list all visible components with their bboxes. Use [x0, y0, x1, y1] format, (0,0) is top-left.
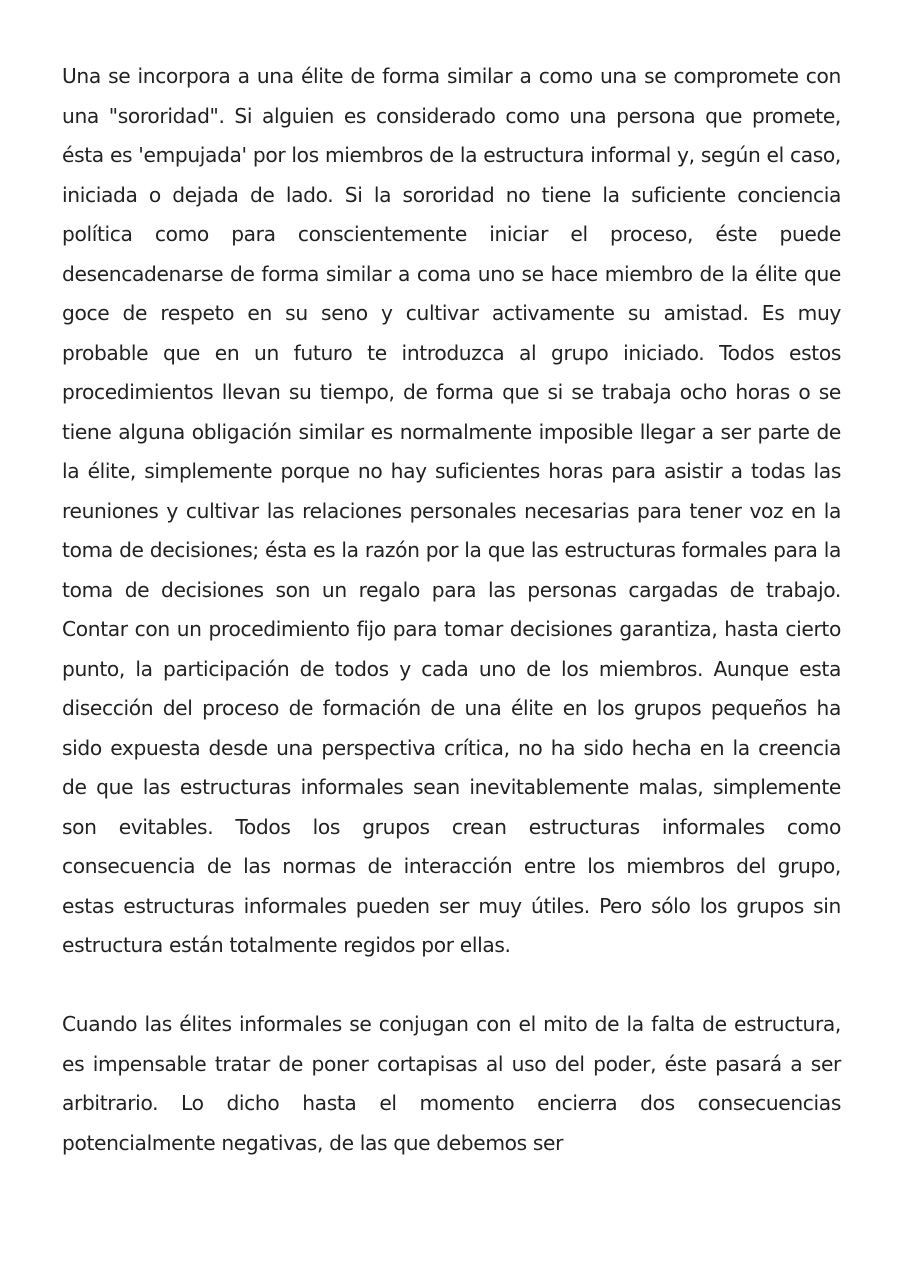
body-paragraph-1: Una se incorpora a una élite de forma similar a como una se compromete con una "sororidad". Si alguien es considerado como una persona que promete, ésta es 'empujada' por los miembros de la estructura informal y, según el caso, iniciada o dejada de lado. Si la sororidad no tiene la suficiente conciencia política como para conscientemente iniciar el proceso, éste puede desencadenarse de forma similar a coma uno se hace miembro de la élite que goce de respeto en su seno y cultivar activamente su amistad. Es muy probable que en un futuro te introduzca al grupo iniciado. Todos estos procedimientos llevan su tiempo, de forma que si se trabaja ocho horas o se tiene alguna obligación similar es normalmente imposible llegar a ser parte de la élite, simplemente porque no hay suficientes horas para asistir a todas las reuniones y cultivar las relaciones personales necesarias para tener voz en la toma de decisiones; ésta es la razón por la que las estructuras formales para la toma de decisiones son un regalo para las personas cargadas de trabajo. Contar con un procedimiento fijo para tomar decisiones garantiza, hasta cierto punto, la participación de todos y cada uno de los miembros. Aunque esta disección del proceso de formación de una élite en los grupos pequeños ha sido expuesta desde una perspectiva crítica, no ha sido hecha en la creencia de que las estructuras informales sean inevitablemente malas, simplemente son evitables. Todos los grupos crean estructuras informales como consecuencia de las normas de interacción entre los miembros del grupo, estas estructuras informales pueden ser muy útiles. Pero sólo los grupos sin estructura están totalmente regidos por ellas. — [62, 64, 841, 957]
body-paragraph-2: Cuando las élites informales se conjugan con el mito de la falta de estructura, es impensable tratar de poner cortapisas al uso del poder, éste pasará a ser arbitrario. Lo dicho hasta el momento encierra dos consecuencias potencialmente negativas, de las que debemos ser — [62, 1012, 841, 1155]
